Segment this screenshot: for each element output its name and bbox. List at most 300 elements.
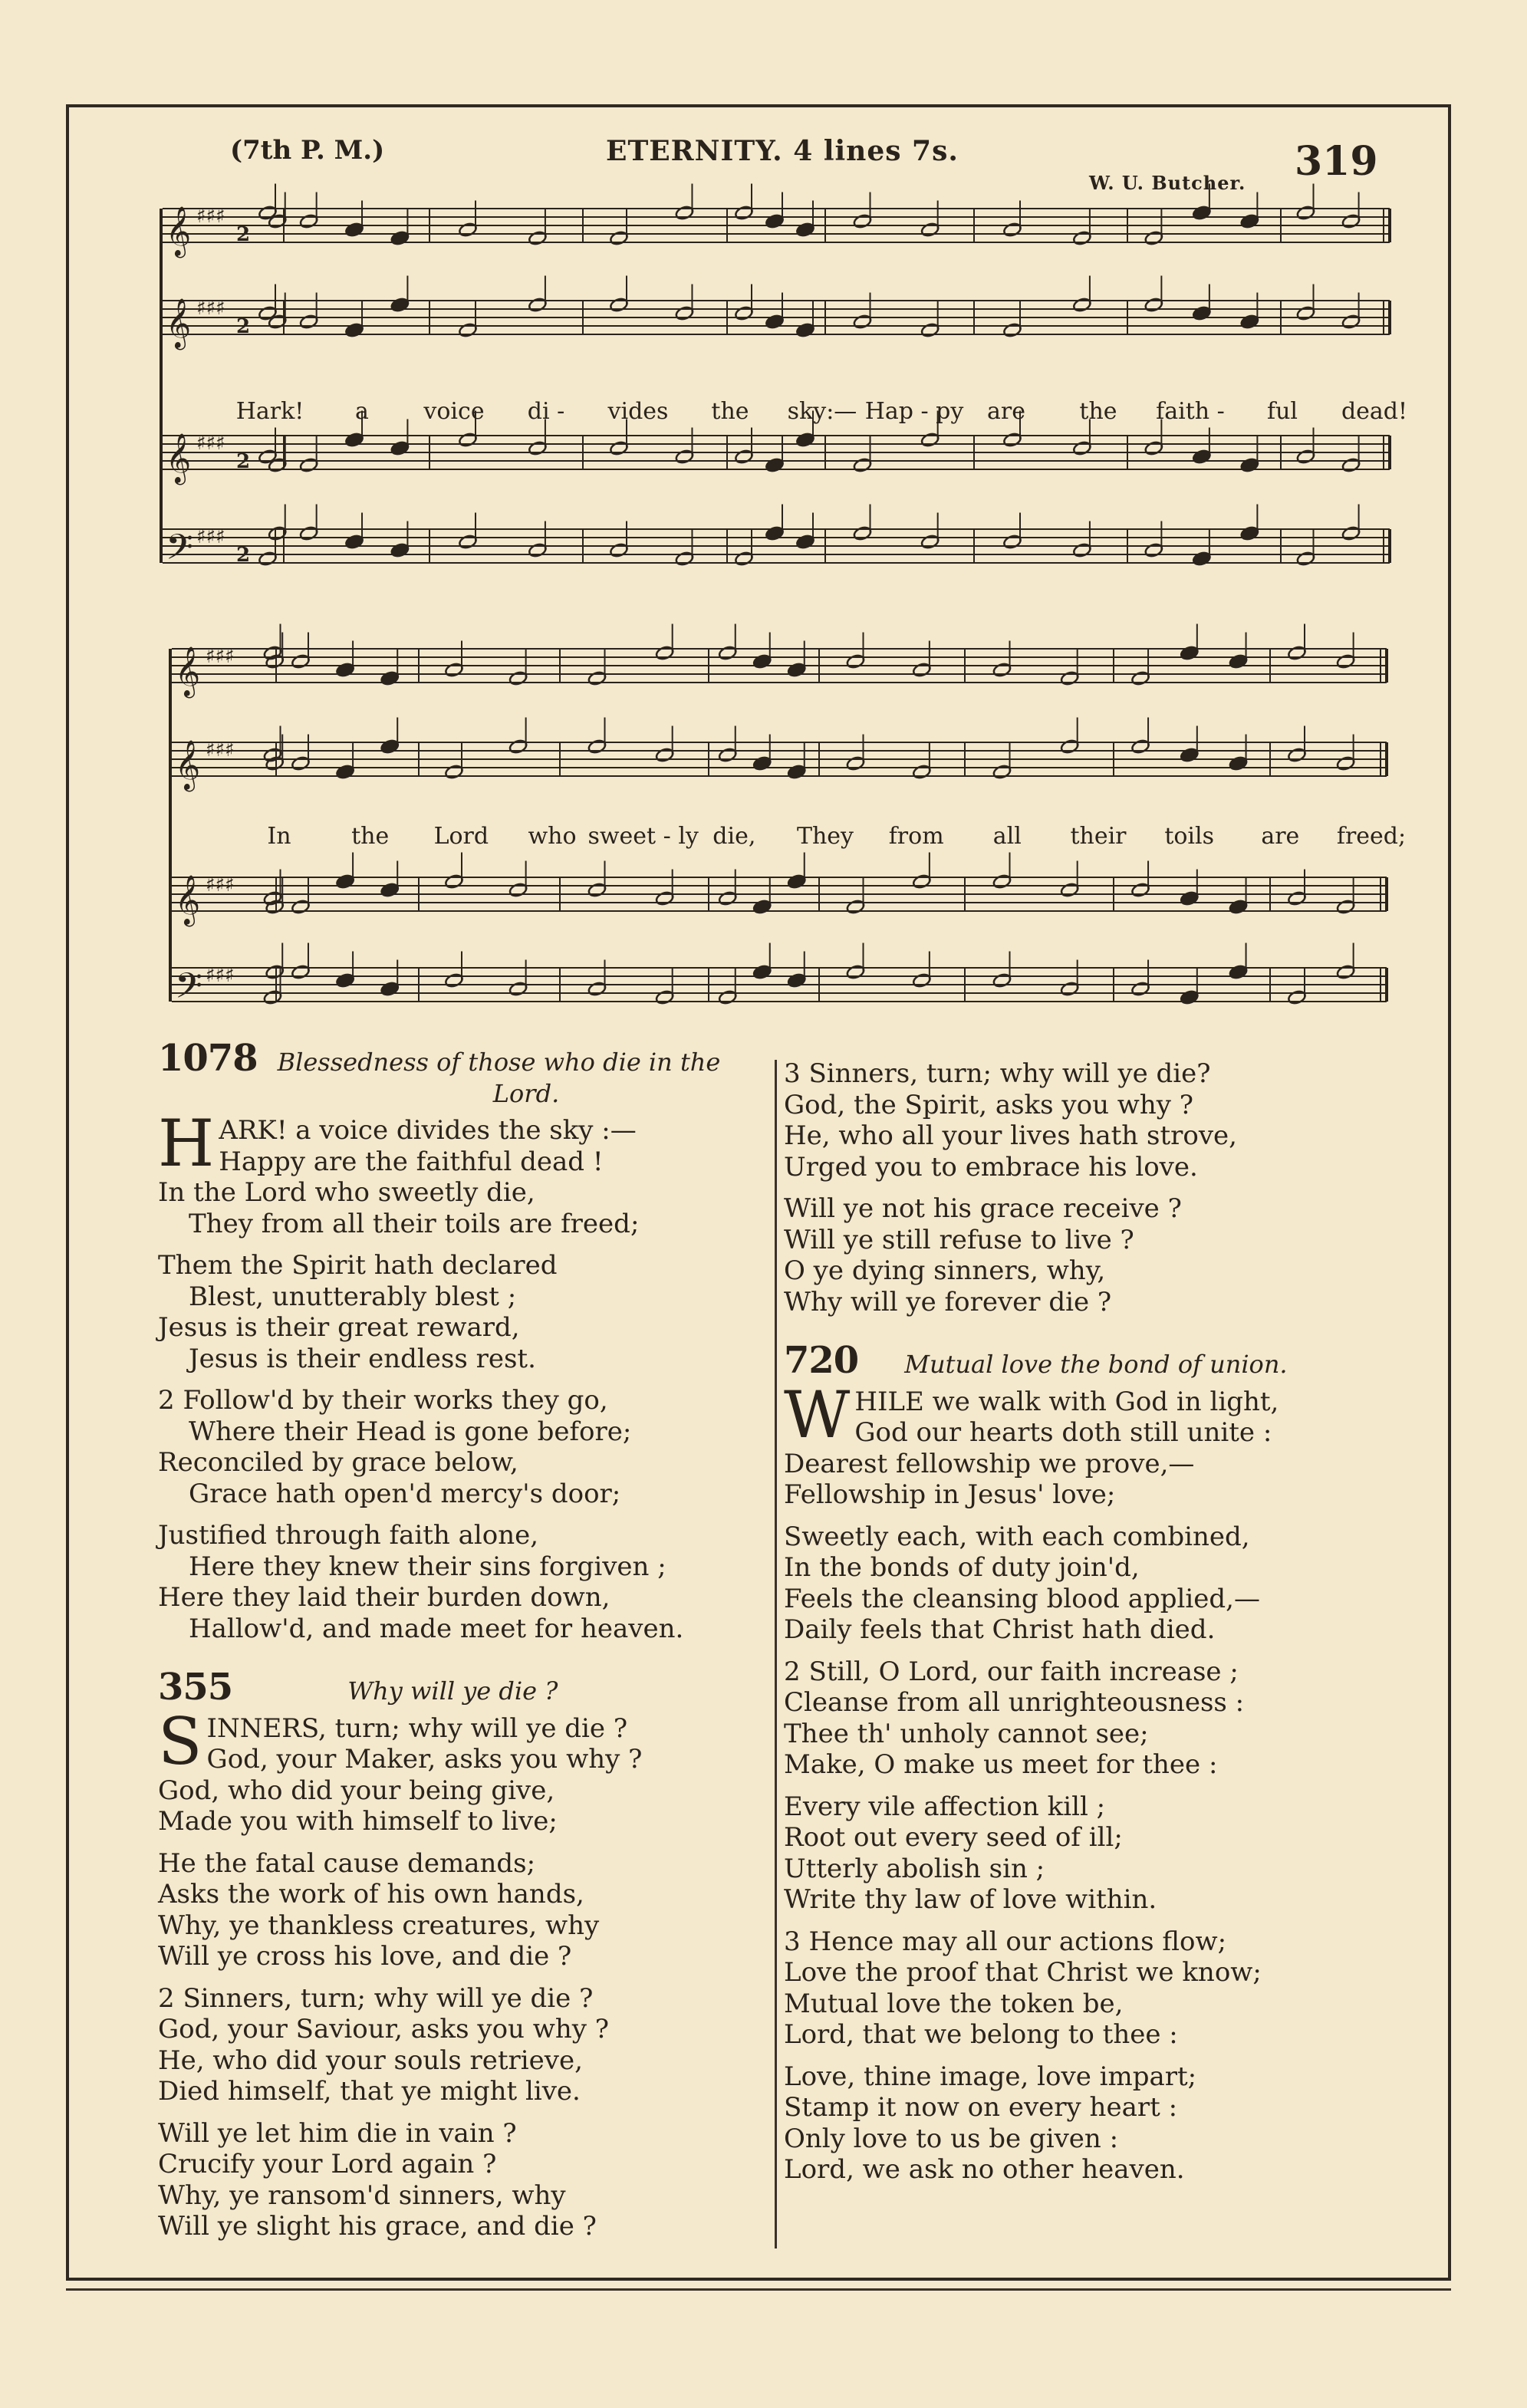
note-head-icon	[335, 972, 354, 989]
bass-clef-icon: 𝄢	[175, 966, 203, 1015]
note-head-icon	[1229, 755, 1248, 771]
verse-line: Happy are the faithful dead !	[219, 1146, 604, 1177]
note-head-icon	[380, 739, 399, 755]
note-head-icon	[920, 322, 940, 338]
lyric-syllable: are	[987, 398, 1025, 425]
note-head-icon	[1296, 205, 1315, 221]
note-head-icon	[787, 972, 806, 989]
note-head-icon	[508, 739, 528, 755]
note-head-icon	[390, 440, 410, 456]
note-head-icon	[1287, 890, 1306, 906]
note-head-icon	[335, 662, 354, 678]
key-signature-icon: ♯♯♯	[206, 964, 235, 987]
note-head-icon	[1296, 449, 1315, 465]
hymn-355-verses-continued	[784, 1058, 1428, 1317]
lyric-syllable: die,	[712, 823, 756, 850]
verse-line: Utterly abolish sin ;	[784, 1853, 1045, 1884]
note-head-icon	[787, 764, 806, 780]
treble-clef-icon: 𝄞	[175, 740, 201, 790]
verse-line: Why, ye ransom'd sinners, why	[158, 2179, 566, 2211]
note-head-icon	[1192, 305, 1211, 321]
note-head-icon	[458, 432, 477, 448]
hymn-355-heading	[158, 1666, 764, 1709]
note-head-icon	[609, 542, 628, 558]
key-signature-icon: ♯♯♯	[206, 739, 235, 762]
note-head-icon	[1341, 314, 1361, 330]
note-head-icon	[795, 534, 815, 550]
verse-line: Feels the cleansing blood applied,—	[784, 1583, 1260, 1614]
verse-line: 2 Follow'd by their works they go,	[158, 1385, 608, 1416]
drop-cap: H	[158, 1106, 215, 1181]
note-head-icon	[853, 213, 872, 229]
lyric-syllable: a	[355, 398, 369, 425]
note-head-icon	[655, 989, 674, 1005]
note-head-icon	[1296, 305, 1315, 321]
bass-clef-icon: 𝄢	[166, 527, 194, 577]
note-head-icon	[1002, 322, 1022, 338]
key-signature-icon: ♯♯♯	[206, 645, 235, 668]
lyric-syllable: In	[267, 823, 291, 850]
note-head-icon	[675, 449, 694, 465]
verse-line: Reconciled by grace below,	[158, 1447, 518, 1478]
verse-line: Asks the work of his own hands,	[158, 1879, 584, 1910]
note-head-icon	[1287, 989, 1306, 1005]
verse-line: Urged you to embrace his love.	[784, 1151, 1198, 1183]
note-head-icon	[258, 205, 277, 221]
lyric-syllable: dead!	[1341, 398, 1408, 425]
note-head-icon	[734, 305, 753, 321]
verse-line: Hallow'd, and made meet for heaven.	[189, 1613, 684, 1644]
time-signature-icon: 2	[236, 315, 251, 338]
lyric-syllable: the	[351, 823, 390, 850]
note-head-icon	[587, 739, 607, 755]
note-head-icon	[1341, 525, 1361, 541]
note-head-icon	[458, 222, 477, 238]
note-head-icon	[291, 899, 310, 915]
note-head-icon	[718, 747, 737, 763]
verse-line: 2 Sinners, turn; why will ye die ?	[158, 1982, 594, 2014]
note-head-icon	[1240, 314, 1259, 330]
note-head-icon	[263, 989, 282, 1005]
note-head-icon	[265, 964, 284, 980]
note-head-icon	[344, 534, 364, 550]
key-signature-icon: ♯♯♯	[196, 297, 225, 320]
note-head-icon	[765, 213, 784, 229]
hymn-title: Blessedness of those who die in the	[277, 1048, 721, 1077]
verse-line: Dearest fellowship we prove,—	[784, 1448, 1195, 1479]
note-head-icon	[1130, 739, 1150, 755]
drop-cap: S	[158, 1703, 202, 1779]
note-head-icon	[1192, 449, 1211, 465]
note-head-icon	[1072, 542, 1091, 558]
hymn-355-verses	[158, 1703, 764, 2242]
note-head-icon	[655, 747, 674, 763]
note-head-icon	[1296, 551, 1315, 567]
note-head-icon	[1180, 989, 1199, 1005]
note-head-icon	[912, 873, 931, 890]
verse-line: Stamp it now on every heart :	[784, 2092, 1178, 2123]
verse-line: Fellowship in Jesus' love;	[784, 1479, 1116, 1510]
note-head-icon	[1336, 653, 1355, 669]
verse-line: Here they laid their burden down,	[158, 1582, 610, 1613]
note-head-icon	[718, 890, 737, 906]
key-signature-icon: ♯♯♯	[196, 432, 225, 455]
note-head-icon	[787, 873, 806, 890]
column-divider	[775, 1060, 777, 2248]
verse-line: Made you with himself to live;	[158, 1806, 558, 1837]
note-head-icon	[765, 314, 784, 330]
verse-line: Daily feels that Christ hath died.	[784, 1614, 1216, 1645]
note-head-icon	[718, 989, 737, 1005]
key-signature-icon: ♯♯♯	[196, 205, 225, 228]
note-head-icon	[765, 525, 784, 541]
note-head-icon	[1192, 551, 1211, 567]
note-head-icon	[587, 882, 607, 898]
verse-line: He, who did your souls retrieve,	[158, 2044, 583, 2076]
note-head-icon	[992, 764, 1012, 780]
verse-line: Here they knew their sins forgiven ;	[189, 1551, 666, 1582]
drop-cap: W	[784, 1377, 851, 1452]
lyric-syllable: all	[992, 823, 1022, 850]
note-head-icon	[1192, 205, 1211, 221]
note-head-icon	[992, 873, 1012, 890]
note-head-icon	[752, 755, 772, 771]
note-head-icon	[920, 222, 940, 238]
note-head-icon	[380, 981, 399, 997]
hymn-1078-verse-1	[158, 1106, 764, 1644]
hymn-title: Mutual love the bond of union.	[904, 1350, 1288, 1379]
note-head-icon	[734, 449, 753, 465]
note-head-icon	[912, 764, 931, 780]
verse-line: O ye dying sinners, why,	[784, 1255, 1106, 1286]
lyric-syllable: Hark!	[235, 398, 304, 425]
note-head-icon	[1341, 213, 1361, 229]
verse-line: Will ye cross his love, and die ?	[158, 1941, 572, 1972]
note-head-icon	[795, 432, 815, 448]
note-head-icon	[609, 297, 628, 313]
note-head-icon	[1130, 981, 1150, 997]
verse-line: In the bonds of duty join'd,	[784, 1552, 1140, 1583]
verse-line: God our hearts doth still unite :	[854, 1417, 1272, 1448]
note-head-icon	[734, 551, 753, 567]
note-head-icon	[528, 230, 547, 246]
verse-line: Root out every seed of ill;	[784, 1822, 1123, 1853]
note-head-icon	[344, 222, 364, 238]
verse-line: Jesus is their endless rest.	[189, 1343, 536, 1374]
time-signature-icon: 2	[236, 223, 251, 246]
verse-line: Lord, that we belong to thee :	[784, 2019, 1178, 2050]
music-score	[0, 0, 1527, 1028]
note-head-icon	[344, 432, 364, 448]
note-head-icon	[528, 542, 547, 558]
verse-line: Crucify your Lord again ?	[158, 2149, 497, 2179]
verse-line: INNERS, turn; why will ye die ?	[206, 1712, 628, 1744]
note-head-icon	[291, 964, 310, 980]
note-head-icon	[508, 882, 528, 898]
lyric-syllable: from	[888, 823, 944, 850]
note-head-icon	[335, 873, 354, 890]
hymn-title-continued: Lord.	[492, 1078, 560, 1108]
verse-line: Mutual love the token be,	[784, 1988, 1124, 2019]
hymn-720-verses	[784, 1377, 1428, 2186]
note-head-icon	[587, 981, 607, 997]
note-head-icon	[1060, 739, 1079, 755]
verse-line: HILE we walk with God in light,	[854, 1386, 1279, 1417]
treble-clef-icon: 𝄞	[175, 875, 201, 925]
note-head-icon	[718, 645, 737, 661]
left-column	[158, 1037, 764, 2242]
verse-line: He the fatal cause demands;	[158, 1847, 536, 1879]
hymn-720-heading	[784, 1339, 1428, 1382]
note-head-icon	[1060, 882, 1079, 898]
verse-line: Make, O make us meet for thee :	[784, 1749, 1218, 1780]
verse-line: Where their Head is gone before;	[189, 1416, 632, 1447]
verse-line: Will ye still refuse to live ?	[784, 1224, 1134, 1255]
note-head-icon	[1229, 964, 1248, 980]
note-head-icon	[912, 662, 931, 678]
verse-line: God, your Maker, asks you why ?	[206, 1744, 643, 1775]
note-head-icon	[444, 873, 463, 890]
lyric-syllable: sky:—	[787, 398, 857, 425]
note-head-icon	[458, 534, 477, 550]
lyric-syllable: Lord	[433, 823, 489, 850]
lyric-syllable: are	[1261, 823, 1300, 850]
note-head-icon	[335, 764, 354, 780]
note-head-icon	[912, 972, 931, 989]
verse-line: Will ye let him die in vain ?	[158, 2117, 517, 2149]
bottom-rule	[66, 2288, 1451, 2291]
note-head-icon	[1130, 670, 1150, 686]
verse-line: Only love to us be given :	[784, 2123, 1119, 2154]
verse-line: Why will ye forever die ?	[784, 1286, 1112, 1317]
verse-line: Love the proof that Christ we know;	[784, 1957, 1262, 1988]
note-head-icon	[1240, 525, 1259, 541]
verse-line: Every vile affection kill ;	[784, 1791, 1106, 1822]
note-head-icon	[380, 882, 399, 898]
lyric-syllable: They	[796, 823, 854, 850]
note-head-icon	[920, 432, 940, 448]
note-head-icon	[1002, 432, 1022, 448]
note-head-icon	[268, 457, 287, 473]
key-signature-icon: ♯♯♯	[196, 525, 225, 548]
verse-line: Them the Spirit hath declared	[158, 1250, 558, 1281]
note-head-icon	[380, 670, 399, 686]
verse-line: Love, thine image, love impart;	[784, 2061, 1197, 2092]
hymn-number: 355	[158, 1666, 233, 1709]
note-head-icon	[263, 645, 282, 661]
note-head-icon	[655, 645, 674, 661]
note-head-icon	[1180, 890, 1199, 906]
note-head-icon	[853, 314, 872, 330]
note-head-icon	[795, 222, 815, 238]
note-head-icon	[795, 322, 815, 338]
verse-line: Grace hath open'd mercy's door;	[189, 1478, 621, 1509]
note-head-icon	[528, 297, 547, 313]
verse-line: God, your Saviour, asks you why ?	[158, 2014, 609, 2044]
note-head-icon	[1240, 213, 1259, 229]
note-head-icon	[299, 457, 318, 473]
tune-title: ETERNITY. 4 lines 7s.	[606, 135, 959, 167]
note-head-icon	[1336, 964, 1355, 980]
verse-line: God, the Spirit, asks you why ?	[784, 1089, 1194, 1120]
treble-clef-icon: 𝄞	[166, 206, 192, 256]
verse-line: Sweetly each, with each combined,	[784, 1521, 1250, 1552]
note-head-icon	[299, 213, 318, 229]
verse-line: Died himself, that ye might live.	[158, 2076, 581, 2107]
verse-line: Cleanse from all unrighteousness :	[784, 1687, 1245, 1718]
note-head-icon	[846, 899, 865, 915]
note-head-icon	[734, 205, 753, 221]
note-head-icon	[299, 314, 318, 330]
verse-line: Will ye slight his grace, and die ?	[158, 2211, 597, 2242]
verse-line: In the Lord who sweetly die,	[158, 1177, 535, 1208]
note-head-icon	[1180, 645, 1199, 661]
note-head-icon	[920, 534, 940, 550]
lyric-syllable: who	[528, 823, 577, 850]
note-head-icon	[655, 890, 674, 906]
verse-line: Blest, unutterably blest ;	[189, 1281, 517, 1312]
note-head-icon	[787, 662, 806, 678]
note-head-icon	[752, 964, 772, 980]
note-head-icon	[1229, 899, 1248, 915]
note-head-icon	[299, 525, 318, 541]
verse-line: Why, ye thankless creatures, why	[158, 1910, 600, 1941]
lyric-syllable: toils	[1164, 823, 1215, 850]
note-head-icon	[258, 305, 277, 321]
note-head-icon	[609, 230, 628, 246]
time-signature-icon: 2	[236, 544, 251, 567]
lyric-syllable: ful	[1266, 398, 1298, 425]
note-head-icon	[444, 764, 463, 780]
verse-line: He, who all your lives hath strove,	[784, 1120, 1237, 1151]
verse-line: Justified through faith alone,	[158, 1520, 539, 1551]
verse-line: Jesus is their great reward,	[158, 1312, 520, 1343]
lyric-syllable: vides	[607, 398, 669, 425]
note-head-icon	[458, 322, 477, 338]
key-signature-icon: ♯♯♯	[206, 873, 235, 896]
note-head-icon	[846, 964, 865, 980]
lyric-syllable: their	[1070, 823, 1127, 850]
note-head-icon	[508, 670, 528, 686]
note-head-icon	[1229, 653, 1248, 669]
note-head-icon	[846, 653, 865, 669]
note-head-icon	[609, 440, 628, 456]
note-head-icon	[992, 972, 1012, 989]
time-signature-icon: 2	[236, 450, 251, 473]
lyric-syllable: faith -	[1156, 398, 1225, 425]
note-head-icon	[1060, 981, 1079, 997]
note-head-icon	[528, 440, 547, 456]
verse-line: God, who did your being give,	[158, 1775, 555, 1806]
note-head-icon	[265, 653, 284, 669]
note-head-icon	[1287, 747, 1306, 763]
lyric-syllable: Hap - py	[864, 398, 964, 425]
note-head-icon	[992, 662, 1012, 678]
note-head-icon	[765, 457, 784, 473]
note-head-icon	[1287, 645, 1306, 661]
lyric-syllable: sweet - ly	[587, 823, 699, 850]
note-head-icon	[1144, 297, 1163, 313]
note-head-icon	[752, 653, 772, 669]
note-head-icon	[853, 457, 872, 473]
note-head-icon	[263, 747, 282, 763]
note-head-icon	[1130, 882, 1150, 898]
note-head-icon	[444, 972, 463, 989]
note-head-icon	[853, 525, 872, 541]
note-head-icon	[1180, 747, 1199, 763]
note-head-icon	[752, 899, 772, 915]
note-head-icon	[1144, 230, 1163, 246]
treble-clef-icon: 𝄞	[175, 646, 201, 696]
lyric-syllable: freed;	[1336, 823, 1407, 850]
note-head-icon	[390, 230, 410, 246]
hymn-number: 1078	[158, 1037, 258, 1080]
note-head-icon	[1341, 457, 1361, 473]
note-head-icon	[444, 662, 463, 678]
note-head-icon	[258, 551, 277, 567]
note-head-icon	[291, 755, 310, 771]
note-head-icon	[390, 542, 410, 558]
note-head-icon	[258, 449, 277, 465]
note-head-icon	[1072, 440, 1091, 456]
note-head-icon	[1060, 670, 1079, 686]
verse-line: Write thy law of love within.	[784, 1884, 1157, 1915]
treble-clef-icon: 𝄞	[166, 298, 192, 348]
page-number: 319	[1295, 138, 1378, 185]
composer-credit: W. U. Butcher.	[1089, 172, 1246, 194]
note-head-icon	[265, 755, 284, 771]
note-head-icon	[263, 890, 282, 906]
note-head-icon	[265, 899, 284, 915]
note-head-icon	[291, 653, 310, 669]
note-head-icon	[1240, 457, 1259, 473]
treble-clef-icon: 𝄞	[166, 433, 192, 483]
note-head-icon	[675, 305, 694, 321]
note-head-icon	[675, 205, 694, 221]
lyric-syllable: di -	[527, 398, 565, 425]
note-head-icon	[675, 551, 694, 567]
note-head-icon	[1002, 534, 1022, 550]
verse-line: Will ye not his grace receive ?	[784, 1193, 1182, 1224]
note-head-icon	[1072, 297, 1091, 313]
verse-line: 2 Still, O Lord, our faith increase ;	[784, 1656, 1239, 1687]
hymn-number: 720	[784, 1339, 859, 1382]
hymn-1078-heading	[158, 1037, 764, 1080]
note-head-icon	[1336, 755, 1355, 771]
note-head-icon	[1002, 222, 1022, 238]
note-head-icon	[344, 322, 364, 338]
verse-line: They from all their toils are freed;	[189, 1208, 640, 1239]
note-head-icon	[390, 297, 410, 313]
lyric-syllable: the	[711, 398, 749, 425]
note-head-icon	[1144, 542, 1163, 558]
verse-line: 3 Sinners, turn; why will ye die?	[784, 1058, 1211, 1089]
verse-line: Lord, we ask no other heaven.	[784, 2154, 1185, 2185]
verse-line: ARK! a voice divides the sky :—	[219, 1115, 637, 1146]
lyric-syllable: the	[1079, 398, 1117, 425]
note-head-icon	[1144, 440, 1163, 456]
note-head-icon	[846, 755, 865, 771]
hymn-title: Why will ye die ?	[347, 1676, 558, 1706]
note-head-icon	[587, 670, 607, 686]
note-head-icon	[508, 981, 528, 997]
meter-label: (7th P. M.)	[230, 135, 385, 166]
note-head-icon	[1336, 899, 1355, 915]
right-column	[784, 1058, 1428, 2186]
lyric-syllable: voice	[423, 398, 485, 425]
verse-line: Thee th' unholy cannot see;	[784, 1718, 1149, 1749]
verse-line: 3 Hence may all our actions flow;	[784, 1926, 1227, 1957]
